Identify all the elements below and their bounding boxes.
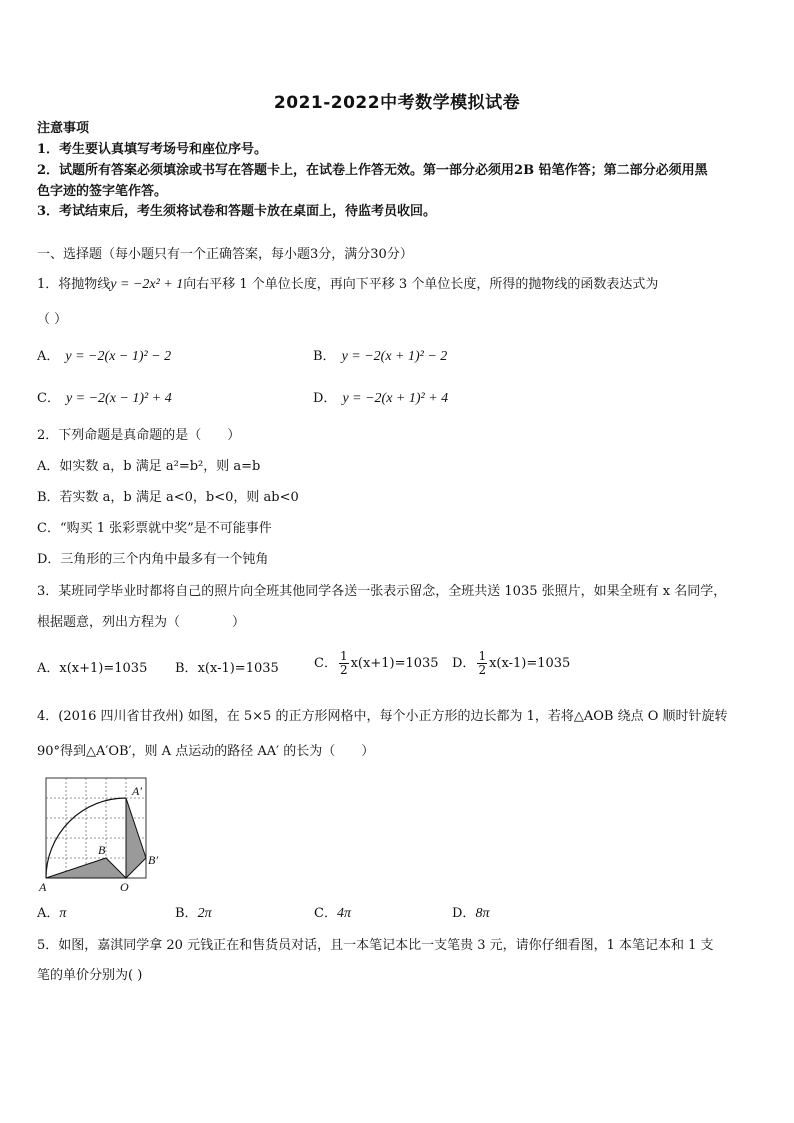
question-5-stem: 5．如图，嘉淇同学拿 20 元钱正在和售货员对话，且一本笔记本比一支笔贵 3 元，请你仔细看图，1 本笔记本和 1 支 bbox=[37, 938, 714, 953]
option-text: 8π bbox=[475, 906, 490, 921]
question-1-suffix: 向右平移 1 个单位长度，再向下平移 3 个单位长度，所得的抛物线的函数表达式为 bbox=[183, 277, 659, 292]
option-label: A． bbox=[37, 349, 60, 364]
option-formula: y = −2(x − 1)² − 2 bbox=[65, 349, 172, 364]
question-4-option-b[interactable] bbox=[175, 905, 212, 923]
question-3-option-d[interactable] bbox=[452, 650, 570, 677]
fraction bbox=[477, 650, 487, 677]
fraction bbox=[339, 650, 349, 677]
fraction-denominator: 2 bbox=[339, 663, 348, 677]
option-text: 2π bbox=[197, 906, 212, 921]
option-label: B． bbox=[175, 661, 198, 676]
question-5-stem-cont: 笔的单价分别为( ) bbox=[37, 968, 143, 983]
label-b-prime: B′ bbox=[148, 853, 158, 867]
question-3-stem-cont: 根据题意，列出方程为（ ） bbox=[37, 615, 246, 630]
notice-item: 1．考生要认真填写考场号和座位序号。 bbox=[37, 142, 268, 157]
notice-heading: 注意事项 bbox=[37, 121, 90, 136]
question-4-option-d[interactable] bbox=[452, 905, 489, 923]
fraction-denominator: 2 bbox=[478, 663, 487, 677]
question-2-option-c[interactable]: C．“购买 1 张彩票就中奖”是不可能事件 bbox=[37, 521, 272, 536]
question-4-option-c[interactable] bbox=[314, 905, 351, 923]
question-4-stem-cont: 90°得到△A′OB′，则 A 点运动的路径 AA′ 的长为（ ） bbox=[37, 744, 375, 759]
option-text: x(x+1)=1035 bbox=[59, 661, 148, 676]
question-1-formula: y = −2x² + 1 bbox=[110, 277, 184, 292]
rotation-grid-figure bbox=[36, 772, 166, 896]
triangle-aob bbox=[46, 858, 126, 878]
section-heading: 一、选择题（每小题只有一个正确答案，每小题3分，满分30分） bbox=[37, 247, 413, 262]
label-o: O bbox=[120, 880, 129, 894]
option-text: x(x+1)=1035 bbox=[350, 656, 439, 671]
question-1-stem bbox=[37, 276, 658, 294]
option-label: A． bbox=[37, 906, 60, 921]
option-label: B． bbox=[313, 349, 336, 364]
option-text: x(x-1)=1035 bbox=[489, 656, 571, 671]
question-2-option-d[interactable]: D．三角形的三个内角中最多有一个钝角 bbox=[37, 552, 269, 567]
option-label: D． bbox=[452, 656, 476, 671]
question-1-option-b[interactable] bbox=[313, 348, 447, 366]
question-1-option-c[interactable] bbox=[37, 390, 172, 408]
notice-item: 色字迹的签字笔作答。 bbox=[37, 184, 168, 199]
question-3-option-a[interactable] bbox=[37, 660, 147, 678]
option-label: B． bbox=[175, 906, 198, 921]
option-formula: y = −2(x + 1)² + 4 bbox=[342, 391, 449, 406]
label-b: B bbox=[98, 843, 106, 857]
label-a: A bbox=[39, 880, 47, 894]
question-1-paren: （ ） bbox=[37, 312, 68, 327]
notice-item: 3．考试结束后，考生须将试卷和答题卡放在桌面上，待监考员收回。 bbox=[37, 204, 437, 219]
question-3-option-b[interactable] bbox=[175, 660, 279, 678]
label-a-prime: A′ bbox=[132, 784, 142, 798]
question-3-option-c[interactable] bbox=[314, 650, 439, 677]
question-4-stem: 4．(2016 四川省甘孜州) 如图，在 5×5 的正方形网格中，每个小正方形的边长都为 1，若将△AOB 绕点 O 顺时针旋转 bbox=[37, 709, 728, 724]
question-3-stem: 3．某班同学毕业时都将自己的照片向全班其他同学各送一张表示留念，全班共送 1035 张照片，如果全班有 x 名同学， bbox=[37, 584, 727, 599]
option-label: D． bbox=[313, 391, 337, 406]
option-label: C． bbox=[314, 906, 337, 921]
page-title: 2021-2022中考数学模拟试卷 bbox=[273, 93, 521, 113]
option-formula: y = −2(x + 1)² − 2 bbox=[341, 349, 448, 364]
option-label: C． bbox=[37, 391, 60, 406]
fraction-numerator: 1 bbox=[339, 649, 348, 663]
option-text: π bbox=[59, 906, 67, 921]
fraction-numerator: 1 bbox=[478, 649, 487, 663]
question-1-option-a[interactable] bbox=[37, 348, 171, 366]
question-1-prefix: 1．将抛物线 bbox=[37, 277, 111, 292]
option-label: D． bbox=[452, 906, 476, 921]
question-4-option-a[interactable] bbox=[37, 905, 66, 923]
option-label: C． bbox=[314, 656, 337, 671]
option-formula: y = −2(x − 1)² + 4 bbox=[65, 391, 172, 406]
option-label: A． bbox=[37, 661, 60, 676]
option-text: x(x-1)=1035 bbox=[197, 661, 279, 676]
question-1-option-d[interactable] bbox=[313, 390, 448, 408]
option-text: 4π bbox=[336, 906, 351, 921]
question-2-option-b[interactable]: B．若实数 a，b 满足 a<0，b<0，则 ab<0 bbox=[37, 490, 299, 505]
question-2-option-a[interactable]: A．如实数 a，b 满足 a²=b²，则 a=b bbox=[37, 459, 261, 474]
question-2-stem: 2．下列命题是真命题的是（ ） bbox=[37, 428, 241, 443]
notice-item: 2．试题所有答案必须填涂或书写在答题卡上，在试卷上作答无效。第一部分必须用2B 铅笔作答；第二部分必须用黑 bbox=[37, 163, 708, 178]
